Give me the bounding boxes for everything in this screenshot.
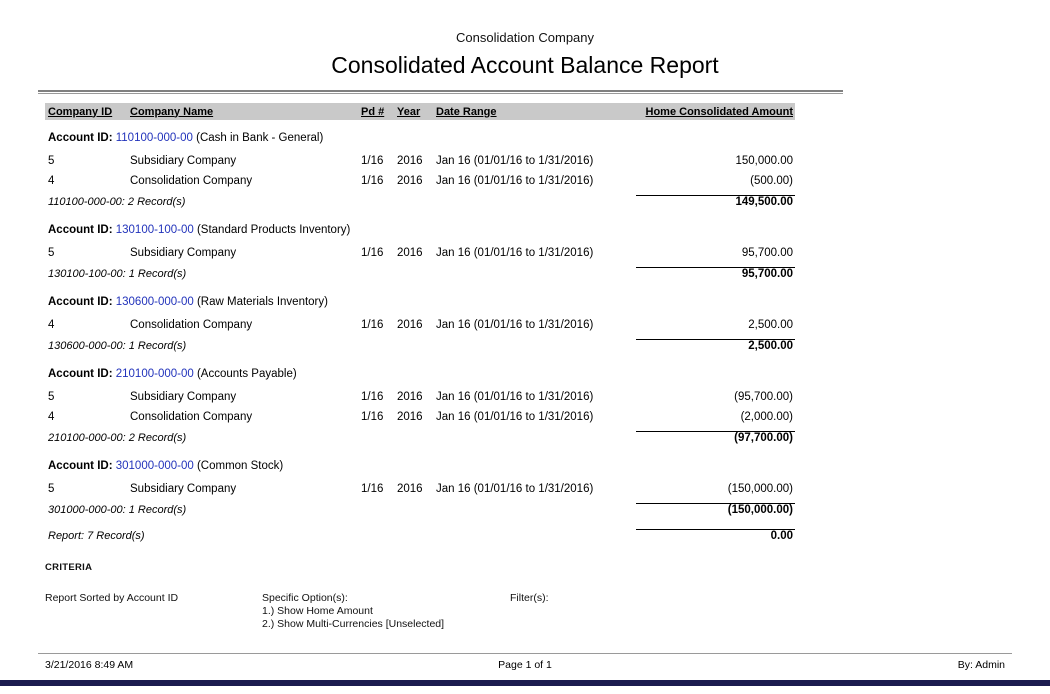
account-group [45, 293, 795, 356]
group-total-amount: (97,700.00) [636, 431, 795, 444]
amount-cell: (2,000.00) [740, 411, 793, 423]
amount-cell: 2,500.00 [748, 319, 793, 331]
date-range-cell: Jan 16 (01/01/16 to 1/31/2016) [436, 483, 594, 495]
company-id-cell: 5 [48, 483, 55, 495]
year-cell: 2016 [397, 175, 423, 187]
report-total-row [45, 525, 795, 546]
criteria-sorted-by: Report Sorted by Account ID [45, 592, 179, 604]
company-name: Consolidation Company [455, 30, 595, 45]
table-row [45, 171, 795, 191]
company-id-cell: 4 [48, 319, 55, 331]
group-total-row [45, 499, 795, 520]
company-name-cell: Consolidation Company [130, 175, 253, 187]
group-record-count: 110100-000-00: 2 Record(s) [48, 195, 186, 208]
company-id-cell: 4 [48, 411, 55, 423]
criteria-option: 1.) Show Home Amount [262, 605, 373, 617]
table-row [45, 479, 795, 499]
table-header-row [45, 103, 795, 120]
period-cell: 1/16 [361, 155, 384, 167]
footer-page-number: Page 1 of 1 [498, 659, 552, 671]
date-range-cell: Jan 16 (01/01/16 to 1/31/2016) [436, 411, 594, 423]
year-cell: 2016 [397, 391, 423, 403]
account-name: (Common Stock) [196, 460, 284, 472]
period-cell: 1/16 [361, 247, 384, 259]
report-title: Consolidated Account Balance Report [331, 52, 719, 78]
report-header [0, 0, 1050, 94]
table-row [45, 407, 795, 427]
company-name-cell: Subsidiary Company [130, 483, 237, 495]
account-id-label: Account ID: [48, 132, 113, 144]
group-total-amount: 149,500.00 [636, 195, 795, 208]
year-cell: 2016 [397, 155, 423, 167]
date-range-cell: Jan 16 (01/01/16 to 1/31/2016) [436, 247, 594, 259]
company-id-cell: 5 [48, 247, 55, 259]
report-record-count: Report: 7 Record(s) [48, 529, 145, 542]
criteria-heading: CRITERIA [45, 562, 93, 573]
group-record-count: 301000-000-00: 1 Record(s) [48, 503, 187, 516]
group-record-count: 130600-000-00: 1 Record(s) [48, 339, 187, 352]
amount-cell: (150,000.00) [727, 483, 793, 495]
header-divider [38, 90, 843, 94]
year-cell: 2016 [397, 483, 423, 495]
column-header-home-consolidated-amount: Home Consolidated Amount [645, 105, 793, 118]
date-range-cell: Jan 16 (01/01/16 to 1/31/2016) [436, 391, 594, 403]
group-total-row [45, 427, 795, 448]
column-header-company-id: Company ID [48, 105, 113, 118]
footer-printed-by: By: Admin [957, 659, 1005, 671]
period-cell: 1/16 [361, 483, 384, 495]
group-record-count: 130100-100-00: 1 Record(s) [48, 267, 187, 280]
year-cell: 2016 [397, 411, 423, 423]
account-header [45, 365, 795, 383]
amount-cell: (500.00) [750, 175, 793, 187]
period-cell: 1/16 [361, 411, 384, 423]
account-name: (Standard Products Inventory) [196, 224, 351, 236]
account-id-link[interactable]: 301000-000-00 [115, 460, 194, 472]
period-cell: 1/16 [361, 175, 384, 187]
account-header [45, 293, 795, 311]
account-id-label: Account ID: [48, 296, 113, 308]
group-total-amount: 95,700.00 [636, 267, 795, 280]
company-name-cell: Subsidiary Company [130, 391, 237, 403]
group-total-amount: 2,500.00 [636, 339, 795, 352]
footer-bar [0, 680, 1050, 686]
account-name: (Accounts Payable) [196, 368, 297, 380]
account-group [45, 129, 795, 212]
report-total-amount: 0.00 [636, 529, 795, 542]
account-id-link[interactable]: 210100-000-00 [115, 368, 194, 380]
account-name: (Raw Materials Inventory) [196, 296, 328, 308]
account-group [45, 457, 795, 520]
group-total-row [45, 335, 795, 356]
account-group [45, 365, 795, 448]
company-name-cell: Subsidiary Company [130, 155, 237, 167]
company-name-cell: Consolidation Company [130, 411, 253, 423]
criteria-section [45, 562, 1010, 631]
year-cell: 2016 [397, 319, 423, 331]
table-row [45, 151, 795, 171]
account-id-label: Account ID: [48, 224, 113, 236]
account-group [45, 221, 795, 284]
page-footer [0, 653, 1050, 686]
criteria-options [262, 592, 510, 631]
group-total-amount: (150,000.00) [636, 503, 795, 516]
company-id-cell: 5 [48, 391, 55, 403]
company-id-cell: 4 [48, 175, 55, 187]
account-id-label: Account ID: [48, 460, 113, 472]
group-total-row [45, 191, 795, 212]
amount-cell: (95,700.00) [734, 391, 793, 403]
account-id-link[interactable]: 130100-100-00 [115, 224, 194, 236]
group-record-count: 210100-000-00: 2 Record(s) [48, 431, 187, 444]
company-id-cell: 5 [48, 155, 55, 167]
period-cell: 1/16 [361, 391, 384, 403]
table-row [45, 243, 795, 263]
report-table [45, 103, 795, 546]
criteria-option: 2.) Show Multi-Currencies [Unselected] [262, 618, 445, 630]
column-header-company-name: Company Name [130, 105, 214, 118]
account-header [45, 457, 795, 475]
footer-datetime: 3/21/2016 8:49 AM [45, 659, 134, 671]
period-cell: 1/16 [361, 319, 384, 331]
account-header [45, 129, 795, 147]
company-name-cell: Subsidiary Company [130, 247, 237, 259]
amount-cell: 95,700.00 [741, 247, 793, 259]
account-header [45, 221, 795, 239]
year-cell: 2016 [397, 247, 423, 259]
column-header-period: Pd # [361, 105, 385, 118]
criteria-options-label: Specific Option(s): [262, 592, 348, 604]
table-row [45, 315, 795, 335]
date-range-cell: Jan 16 (01/01/16 to 1/31/2016) [436, 155, 594, 167]
amount-cell: 150,000.00 [735, 155, 793, 167]
criteria-columns [45, 592, 1010, 631]
column-header-year: Year [397, 105, 421, 118]
account-id-link[interactable]: 110100-000-00 [115, 132, 193, 144]
table-row [45, 387, 795, 407]
criteria-filters-label: Filter(s): [510, 592, 549, 604]
column-header-date-range: Date Range [436, 105, 497, 118]
group-total-row [45, 263, 795, 284]
footer-text [0, 654, 1050, 680]
company-name-cell: Consolidation Company [130, 319, 253, 331]
account-id-link[interactable]: 130600-000-00 [115, 296, 194, 308]
date-range-cell: Jan 16 (01/01/16 to 1/31/2016) [436, 319, 594, 331]
account-id-label: Account ID: [48, 368, 113, 380]
account-name: (Cash in Bank - General) [196, 132, 324, 144]
date-range-cell: Jan 16 (01/01/16 to 1/31/2016) [436, 175, 594, 187]
